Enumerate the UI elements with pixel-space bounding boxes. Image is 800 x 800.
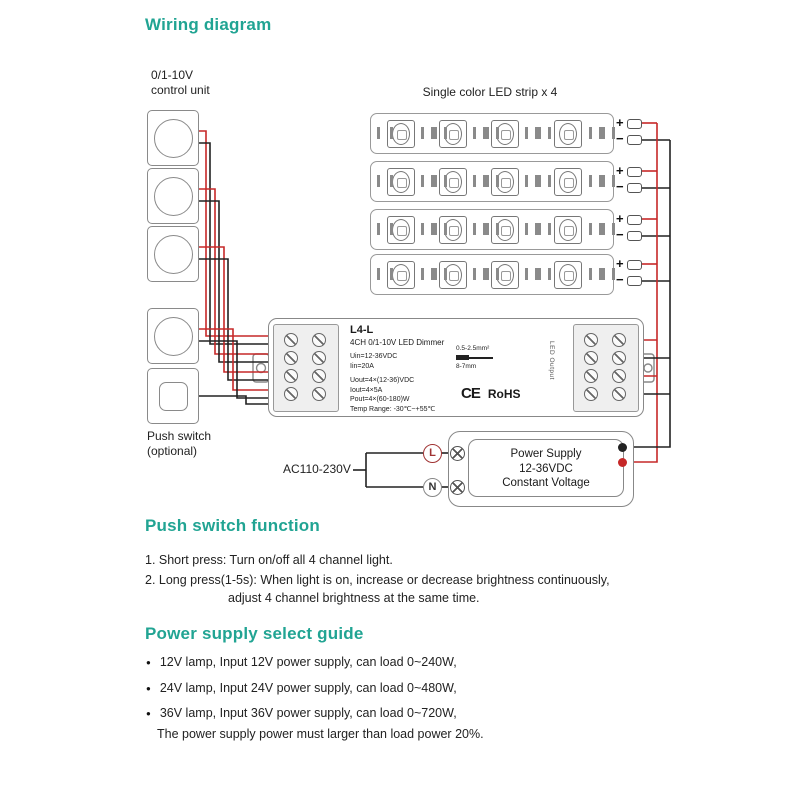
power-guide-item-3 bbox=[146, 706, 457, 720]
terminal-screw-icon bbox=[284, 387, 298, 401]
solder-pad-icon bbox=[599, 127, 615, 139]
push-switch bbox=[147, 368, 199, 424]
led-chip-core bbox=[392, 123, 410, 145]
solder-pad-icon bbox=[535, 127, 551, 139]
led-chip-icon bbox=[554, 216, 582, 244]
psu-dc-positive-terminal bbox=[618, 458, 627, 467]
led-chip-icon bbox=[554, 261, 582, 289]
power-guide-text-1: ● 12V lamp, Input 12V power supply, can load 0~240W, bbox=[159, 655, 457, 669]
terminal-screw-icon bbox=[612, 387, 626, 401]
wire-strip-length: 8-7mm bbox=[456, 363, 477, 370]
device-label-area bbox=[350, 322, 560, 414]
live-terminal-marker: L bbox=[423, 444, 442, 463]
power-guide-item-1 bbox=[146, 655, 457, 669]
terminal-screw-icon bbox=[312, 333, 326, 347]
neutral-terminal-marker: N bbox=[423, 478, 442, 497]
terminal-screw-icon bbox=[584, 369, 598, 383]
terminal-screw-icon bbox=[284, 333, 298, 347]
solder-pad-icon bbox=[483, 175, 499, 187]
solder-pad-icon bbox=[535, 175, 551, 187]
led-chip-core bbox=[559, 171, 577, 193]
psu-terminal-screw-n bbox=[450, 480, 465, 495]
led-chip-core bbox=[392, 264, 410, 286]
control-unit-label-line1: 0/1-10V bbox=[151, 68, 194, 82]
wire-red bbox=[197, 131, 271, 336]
minus-connector-icon bbox=[627, 135, 642, 145]
solder-pad-icon bbox=[599, 223, 615, 235]
power-supply-label bbox=[468, 439, 624, 497]
solder-pad-icon bbox=[431, 268, 447, 280]
solder-pad-icon bbox=[483, 268, 499, 280]
dial-control-3 bbox=[147, 226, 199, 282]
dial-control-1 bbox=[147, 110, 199, 166]
terminal-screw-icon bbox=[612, 369, 626, 383]
plus-connector-icon bbox=[627, 260, 642, 270]
rohs-mark: RoHS bbox=[487, 386, 521, 401]
terminal-screw-icon bbox=[612, 351, 626, 365]
led-chip-core bbox=[392, 219, 410, 241]
led-chip-core bbox=[559, 123, 577, 145]
device-spec: Uout=4×(12-36)VDC bbox=[350, 377, 415, 384]
terminal-screw-icon bbox=[284, 369, 298, 383]
strip-plus-terminal-2: + bbox=[616, 163, 624, 178]
power-supply-line3: Constant Voltage bbox=[502, 477, 590, 489]
terminal-screw-icon bbox=[312, 369, 326, 383]
led-strip-label: Single color LED strip x 4 bbox=[422, 85, 558, 99]
led-chip-icon bbox=[554, 120, 582, 148]
led-chip-icon bbox=[554, 168, 582, 196]
terminal-screw-icon bbox=[584, 333, 598, 347]
led-strip-4 bbox=[370, 254, 614, 295]
device-spec: Pout=4×(60-180)W bbox=[350, 396, 410, 403]
power-supply-line2: 12-36VDC bbox=[519, 462, 573, 475]
strip-plus-terminal-4: + bbox=[616, 256, 624, 271]
led-output-label: LED Output bbox=[548, 341, 555, 380]
strip-minus-terminal-1: − bbox=[616, 131, 624, 146]
solder-pad-icon bbox=[599, 175, 615, 187]
terminal-screw-icon bbox=[312, 387, 326, 401]
power-guide-note: The power supply power must larger than load power 20%. bbox=[157, 727, 484, 741]
solder-pad-icon bbox=[377, 268, 393, 280]
power-guide-text-3: ● 36V lamp, Input 36V power supply, can load 0~720W, bbox=[159, 706, 457, 720]
minus-connector-icon bbox=[627, 276, 642, 286]
dial-icon bbox=[154, 119, 193, 158]
solder-pad-icon bbox=[599, 268, 615, 280]
solder-pad-icon bbox=[431, 175, 447, 187]
solder-pad-icon bbox=[377, 175, 393, 187]
power-guide-item-2 bbox=[146, 681, 457, 695]
device-spec: Iout=4×5A bbox=[350, 386, 383, 394]
solder-pad-icon bbox=[535, 268, 551, 280]
terminal-screw-icon bbox=[584, 387, 598, 401]
strip-plus-terminal-3: + bbox=[616, 211, 624, 226]
device-spec: Iin=20A bbox=[350, 362, 374, 370]
push-switch-label-line2: (optional) bbox=[147, 444, 198, 458]
wire-gauge-note bbox=[456, 345, 518, 371]
terminal-screw-icon bbox=[612, 333, 626, 347]
wire-black bbox=[197, 201, 271, 362]
solder-pad-icon bbox=[483, 127, 499, 139]
dial-control-2 bbox=[147, 168, 199, 224]
led-strip-3 bbox=[370, 209, 614, 250]
certification-marks bbox=[461, 385, 521, 402]
device-model: L4-L bbox=[350, 324, 374, 336]
led-strip-2 bbox=[370, 161, 614, 202]
wire-gauge-size: 0.5-2.5mm² bbox=[456, 345, 490, 352]
wire-strip-icon bbox=[456, 353, 496, 363]
terminal-screw-icon bbox=[284, 351, 298, 365]
led-dimmer-device bbox=[268, 318, 644, 417]
dial-icon bbox=[154, 177, 193, 216]
device-spec: Temp Range: -30℃~+55℃ bbox=[350, 405, 436, 413]
plus-connector-icon bbox=[627, 215, 642, 225]
push-function-item-2-cont: adjust 4 channel brightness at the same time. bbox=[228, 591, 480, 605]
dial-control-4 bbox=[147, 308, 199, 364]
solder-pad-icon bbox=[535, 223, 551, 235]
dial-icon bbox=[154, 235, 193, 274]
mounting-ear-left bbox=[253, 354, 269, 382]
control-unit-label-line2: control unit bbox=[151, 83, 210, 97]
psu-terminal-screw-l bbox=[450, 446, 465, 461]
solder-pad-icon bbox=[431, 223, 447, 235]
input-terminal-block bbox=[273, 324, 339, 412]
wire-black bbox=[197, 143, 271, 344]
solder-pad-icon bbox=[377, 223, 393, 235]
push-button-icon bbox=[159, 382, 188, 411]
minus-connector-icon bbox=[627, 231, 642, 241]
led-chip-core bbox=[559, 219, 577, 241]
device-spec: Uin=12-36VDC bbox=[350, 353, 398, 360]
terminal-screw-icon bbox=[312, 351, 326, 365]
strip-minus-terminal-3: − bbox=[616, 227, 624, 242]
psu-dc-negative-terminal bbox=[618, 443, 627, 452]
plus-connector-icon bbox=[627, 119, 642, 129]
strip-minus-terminal-2: − bbox=[616, 179, 624, 194]
led-chip-core bbox=[559, 264, 577, 286]
push-switch-label bbox=[147, 429, 211, 459]
solder-pad-icon bbox=[377, 127, 393, 139]
push-function-item-2: 2. Long press(1-5s): When light is on, increase or decrease brightness continuously, bbox=[145, 573, 610, 587]
wiring-diagram-heading: Wiring diagram bbox=[145, 15, 272, 34]
strip-plus-terminal-1: + bbox=[616, 115, 624, 130]
led-strip-1 bbox=[370, 113, 614, 154]
device-name: 4CH 0/1-10V LED Dimmer bbox=[350, 338, 445, 347]
push-switch-function-heading: Push switch function bbox=[145, 516, 320, 535]
strip-minus-terminal-4: − bbox=[616, 272, 624, 287]
minus-connector-icon bbox=[627, 183, 642, 193]
dial-icon bbox=[154, 317, 193, 356]
push-switch-label-line1: Push switch bbox=[147, 429, 212, 443]
control-unit-label bbox=[151, 68, 210, 98]
power-supply-line1: Power Supply bbox=[510, 448, 582, 460]
solder-pad-icon bbox=[431, 127, 447, 139]
solder-pad-icon bbox=[483, 223, 499, 235]
plus-connector-icon bbox=[627, 167, 642, 177]
power-guide-text-2: ● 24V lamp, Input 24V power supply, can load 0~480W, bbox=[159, 681, 457, 695]
led-chip-core bbox=[392, 171, 410, 193]
output-terminal-block bbox=[573, 324, 639, 412]
ce-mark: CE bbox=[461, 385, 480, 402]
power-guide-heading: Power supply select guide bbox=[145, 624, 364, 643]
push-function-item-1: 1. Short press: Turn on/off all 4 channel light. bbox=[145, 553, 393, 567]
terminal-screw-icon bbox=[584, 351, 598, 365]
ac-input-label: AC110-230V bbox=[283, 462, 351, 476]
